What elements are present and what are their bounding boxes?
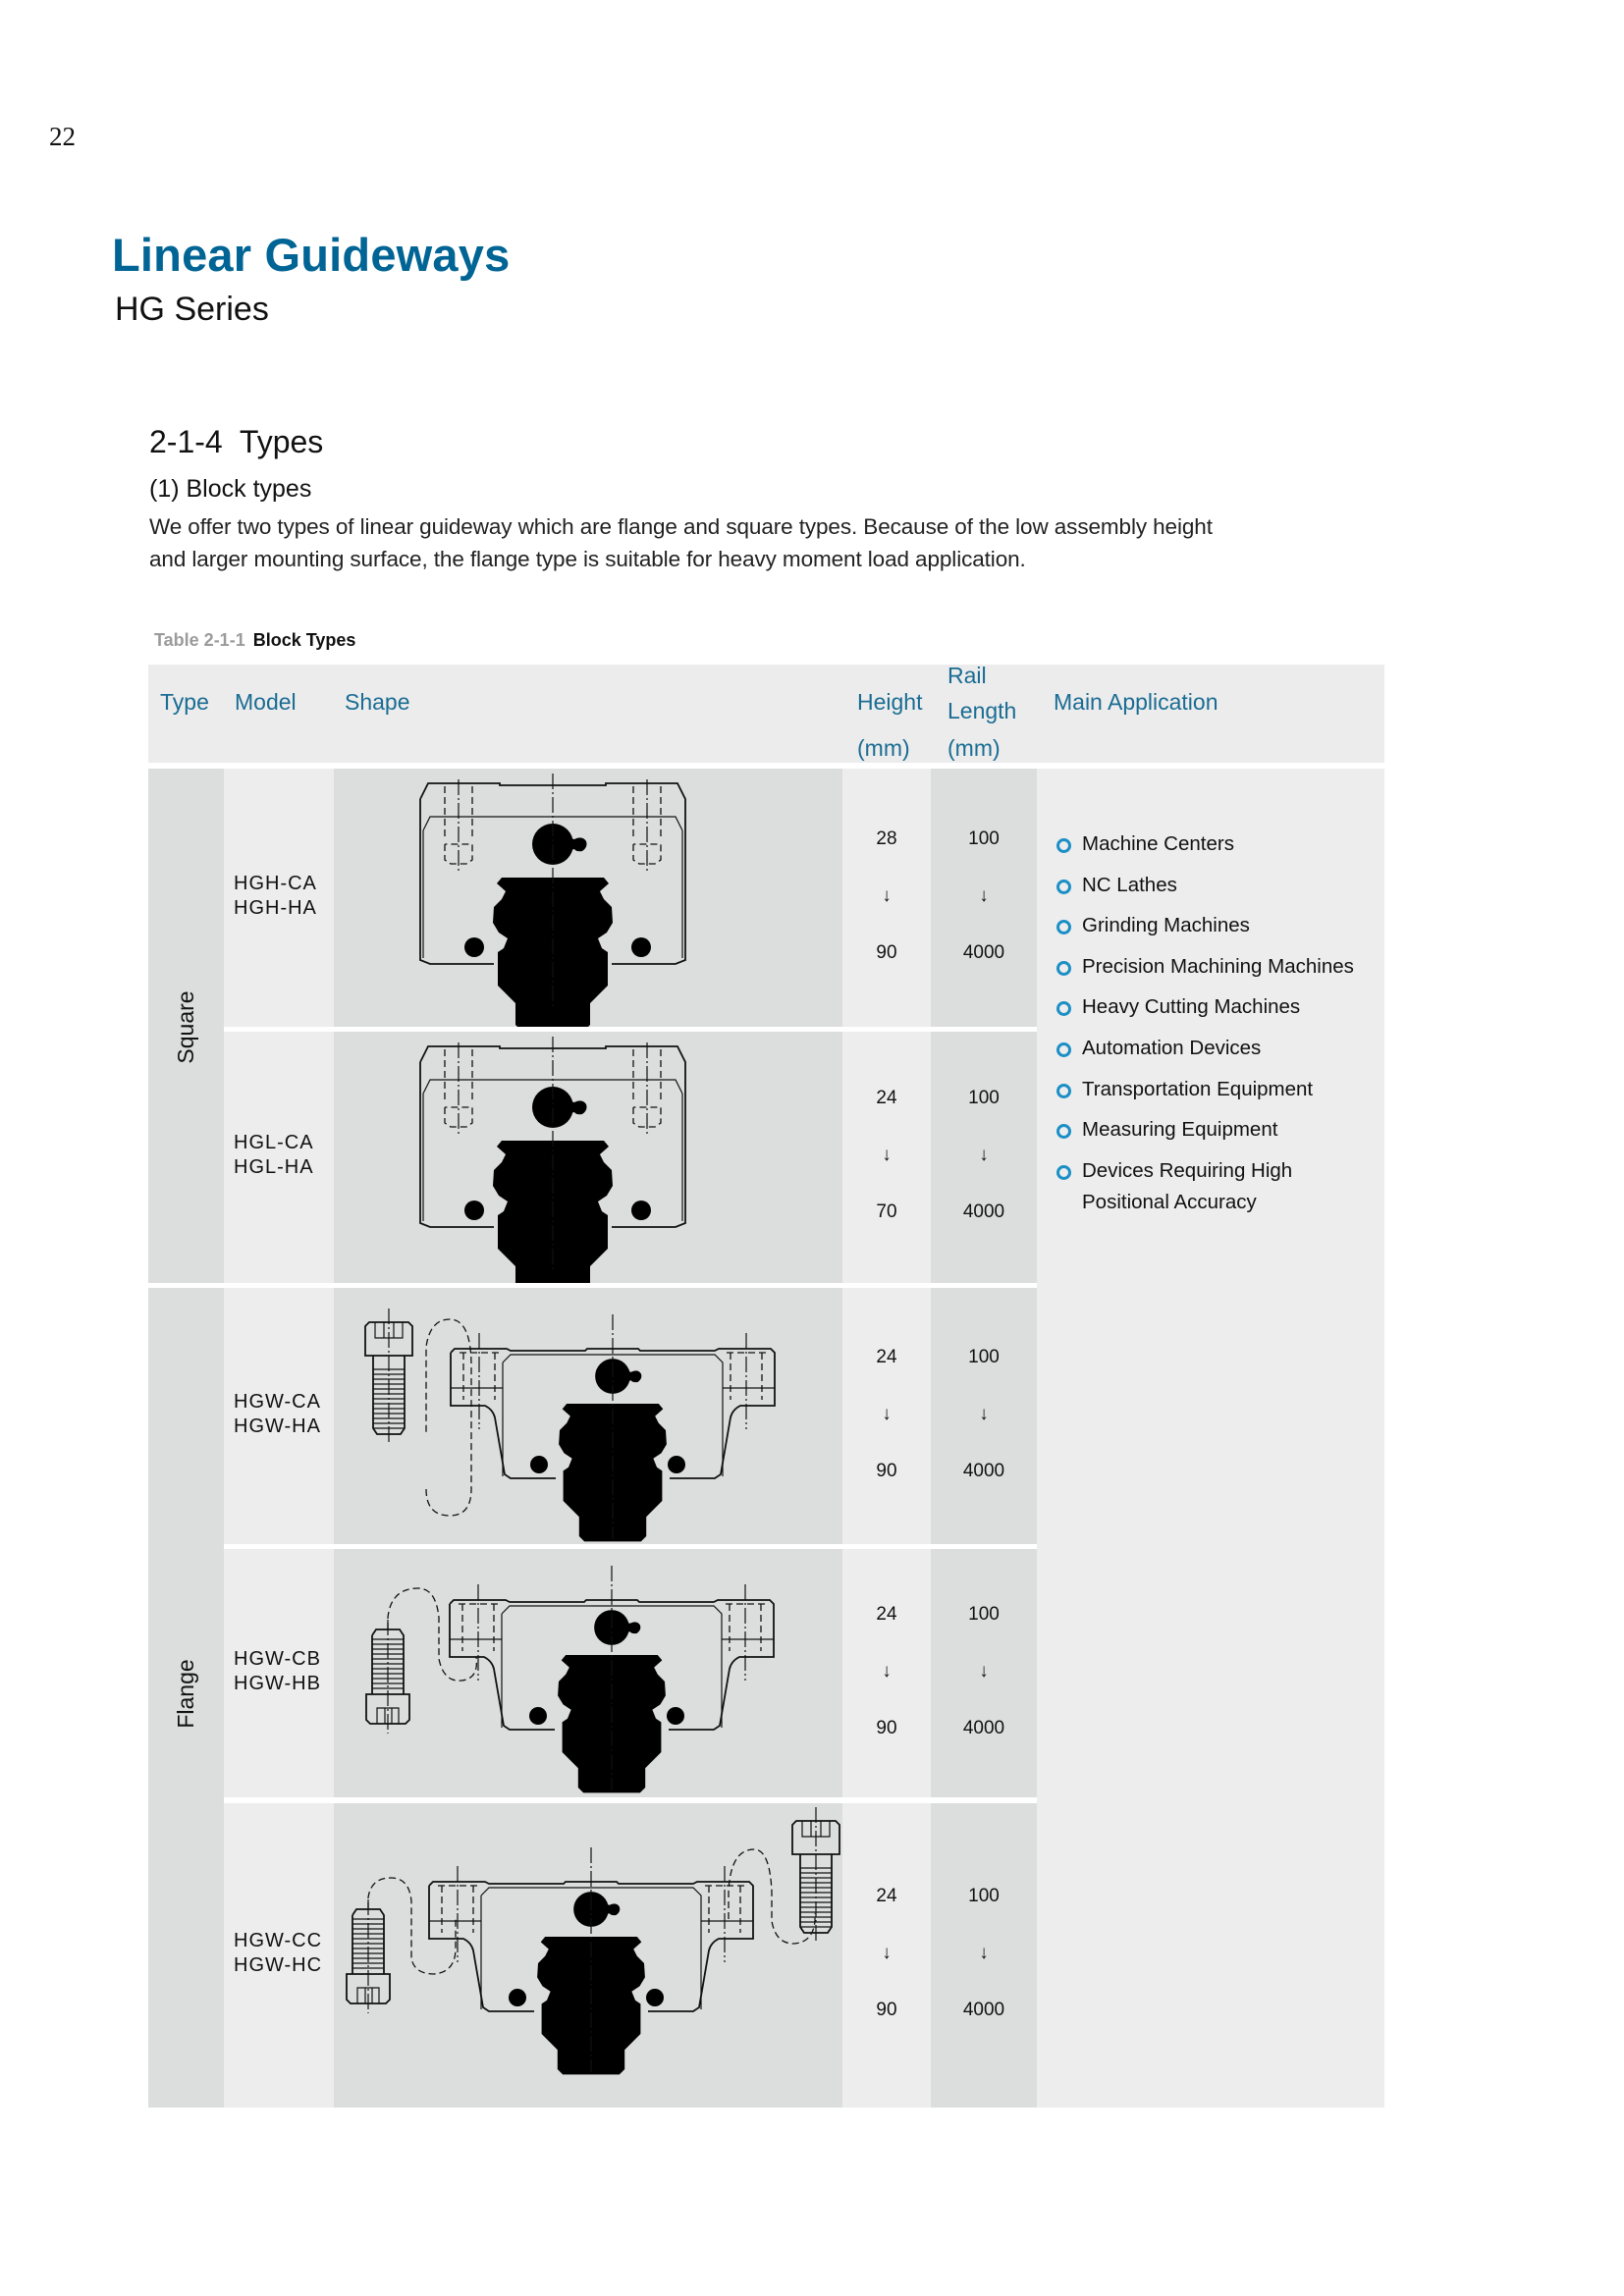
ring-bullet-icon [1056, 1042, 1071, 1057]
page-title: Linear Guideways [112, 229, 511, 281]
application-item: Measuring Equipment [1051, 1118, 1354, 1159]
range-arrow-icon: ↓ [979, 1943, 989, 1963]
table-caption-number: Table 2-1-1 [154, 630, 245, 650]
section-subheading: (1) Block types [149, 475, 312, 503]
model-names [234, 1929, 322, 1978]
rail-length-max: 4000 [962, 941, 1005, 963]
application-item: Automation Devices [1051, 1037, 1354, 1078]
rail-length-cell [931, 1288, 1037, 1544]
table-header [148, 665, 1384, 763]
ring-bullet-icon [1056, 1124, 1071, 1139]
header-rail: Rail [947, 663, 987, 688]
header-rail-unit: (mm) [947, 735, 1001, 761]
height-cell [842, 769, 931, 1027]
section-title: 2-1-4 Types [149, 424, 324, 459]
model-cell [224, 1549, 334, 1797]
rail-length-cell [931, 1032, 1037, 1283]
model-name: HGH-HA [234, 896, 317, 919]
model-names [234, 872, 317, 921]
height-max: 70 [876, 1201, 897, 1222]
height-min: 24 [876, 1346, 897, 1367]
shape-cell [334, 769, 842, 1027]
paragraph-line: and larger mounting surface, the flange type is suitable for heavy moment load application. [149, 547, 1026, 571]
application-item: NC Lathes [1051, 874, 1354, 915]
header-application: Main Application [1054, 689, 1218, 715]
model-name: HGW-CB [234, 1647, 321, 1670]
rail-length-min: 100 [968, 828, 1000, 849]
type-label-square: Square [173, 990, 198, 1064]
model-name: HGW-HC [234, 1954, 323, 1976]
table-caption-title: Block Types [252, 630, 356, 650]
model-cell [224, 1803, 334, 2108]
ring-bullet-icon [1056, 920, 1071, 934]
application-item-continuation: Positional Accuracy [1082, 1190, 1257, 1213]
rail-length-min: 100 [968, 1886, 1000, 1906]
low-square-block-drawing-icon [334, 1032, 842, 1283]
flange-block-dual-mount-drawing-icon [334, 1803, 842, 2108]
height-min: 24 [876, 1886, 897, 1906]
height-min: 24 [876, 1088, 897, 1108]
shape-cell [334, 1032, 842, 1283]
model-names [234, 1131, 314, 1180]
application-item: Heavy Cutting Machines [1051, 995, 1354, 1037]
shape-cell [334, 1288, 842, 1544]
height-min: 28 [876, 828, 897, 849]
page-subtitle: HG Series [115, 291, 269, 328]
range-arrow-icon: ↓ [979, 1403, 989, 1424]
type-cell-flange [148, 1288, 224, 2108]
header-height-unit: (mm) [857, 735, 910, 761]
height-cell [842, 1803, 931, 2108]
application-list [1051, 832, 1354, 1228]
model-name: HGW-HB [234, 1672, 321, 1694]
model-name: HGL-HA [234, 1156, 314, 1178]
range-arrow-icon: ↓ [882, 1145, 892, 1165]
range-arrow-icon: ↓ [882, 1943, 892, 1963]
rail-length-max: 4000 [962, 2000, 1005, 2020]
ring-bullet-icon [1056, 1084, 1071, 1098]
header-type: Type [160, 689, 209, 715]
model-name: HGW-CC [234, 1930, 323, 1951]
paragraph-line: We offer two types of linear guideway which are flange and square types. Because of the low assembly height [149, 514, 1213, 539]
range-arrow-icon: ↓ [979, 1660, 989, 1682]
height-max: 90 [876, 1717, 897, 1738]
ring-bullet-icon [1056, 880, 1071, 894]
page-number: 22 [49, 122, 76, 151]
shape-cell [334, 1549, 842, 1797]
rail-length-min: 100 [968, 1603, 1000, 1625]
rail-length-min: 100 [968, 1088, 1000, 1108]
model-name: HGW-CA [234, 1390, 321, 1413]
flange-block-top-mount-drawing-icon [334, 1288, 842, 1544]
flange-block-bottom-mount-drawing-icon [334, 1549, 842, 1797]
height-cell [842, 1288, 931, 1544]
header-rail-length: Length [947, 698, 1017, 723]
model-names [234, 1390, 321, 1439]
height-max: 90 [876, 941, 897, 963]
header-shape: Shape [345, 689, 410, 715]
application-item: Grinding Machines [1051, 914, 1354, 955]
model-name: HGL-CA [234, 1132, 314, 1153]
range-arrow-icon: ↓ [882, 1403, 892, 1424]
model-names [234, 1647, 321, 1696]
model-cell [224, 1288, 334, 1544]
application-item: Devices Requiring High Positional Accuracy [1051, 1159, 1354, 1228]
header-model: Model [235, 689, 297, 715]
height-cell [842, 1549, 931, 1797]
range-arrow-icon: ↓ [979, 1145, 989, 1165]
rail-length-min: 100 [968, 1346, 1000, 1367]
application-item: Transportation Equipment [1051, 1078, 1354, 1119]
application-item: Machine Centers [1051, 832, 1354, 874]
model-name: HGH-CA [234, 872, 317, 894]
range-arrow-icon: ↓ [979, 884, 989, 906]
model-name: HGW-HA [234, 1415, 321, 1437]
ring-bullet-icon [1056, 1165, 1071, 1180]
rail-length-cell [931, 769, 1037, 1027]
type-cell-square [148, 769, 224, 1283]
application-item: Precision Machining Machines [1051, 955, 1354, 996]
header-height: Height [857, 689, 923, 715]
rail-length-cell [931, 1549, 1037, 1797]
rail-length-max: 4000 [962, 1201, 1005, 1222]
shape-cell [334, 1803, 842, 2108]
square-block-drawing-icon [334, 769, 842, 1027]
height-min: 24 [876, 1603, 897, 1625]
height-max: 90 [876, 2000, 897, 2020]
height-cell [842, 1032, 931, 1283]
range-arrow-icon: ↓ [882, 1660, 892, 1682]
ring-bullet-icon [1056, 1001, 1071, 1016]
rail-length-cell [931, 1803, 1037, 2108]
rail-length-max: 4000 [962, 1717, 1005, 1738]
model-cell [224, 769, 334, 1027]
table-caption [154, 630, 355, 651]
ring-bullet-icon [1056, 838, 1071, 853]
ring-bullet-icon [1056, 961, 1071, 976]
range-arrow-icon: ↓ [882, 884, 892, 906]
rail-length-max: 4000 [962, 1460, 1005, 1481]
height-max: 90 [876, 1460, 897, 1481]
type-label-flange: Flange [173, 1659, 198, 1729]
model-cell [224, 1032, 334, 1283]
